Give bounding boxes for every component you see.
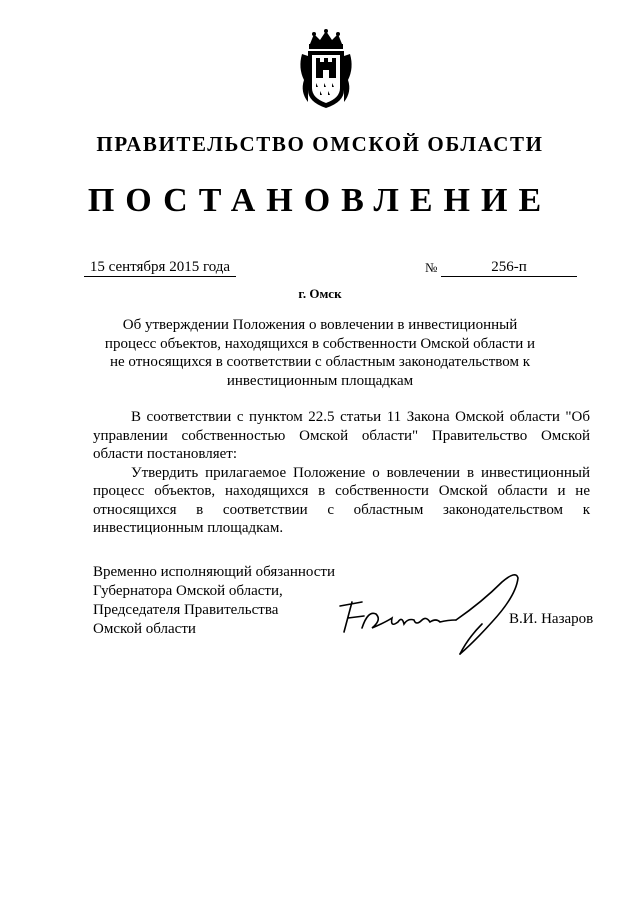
signatory-title [93,563,335,639]
handwritten-signature [332,562,532,658]
signatory-title-line: Омской области [93,621,196,637]
document-body [93,408,590,538]
city: г. Омск [298,286,342,301]
document-type: ПОСТАНОВЛЕНИЕ [87,182,553,219]
coat-of-arms-icon [298,28,354,112]
document-number: 256-п [441,258,577,277]
body-paragraph: Утвердить прилагаемое Положение о вовлечении в инвестиционный процесс объектов, находящихся в собственности Омской области и не относящихся в соответствии с областным законодательством к инвестиционным площадкам. [93,464,590,536]
signatory-title-line: Губернатора Омской области, [93,583,283,599]
signatory-title-line: Временно исполняющий обязанности [93,564,336,580]
signatory-name: В.И. Назаров [509,611,594,627]
signatory-title-line: Председателя Правительства [93,602,279,618]
document-subject: Об утверждении Положения о вовлечении в инвестиционный процесс объектов, находящихся в собственности Омской области и не относящихся в соответствии с областным законодательством к инвестиционным площадкам [104,317,536,389]
body-paragraph: В соответствии с пунктом 22.5 статьи 11 Закона Омской области "Об управлении собственностью Омской области" Правительство Омской области постановляет: [93,409,590,462]
document-date: 15 сентября 2015 года [84,258,236,277]
number-label: № [425,260,438,275]
government-name: ПРАВИТЕЛЬСТВО ОМСКОЙ ОБЛАСТИ [96,132,544,156]
